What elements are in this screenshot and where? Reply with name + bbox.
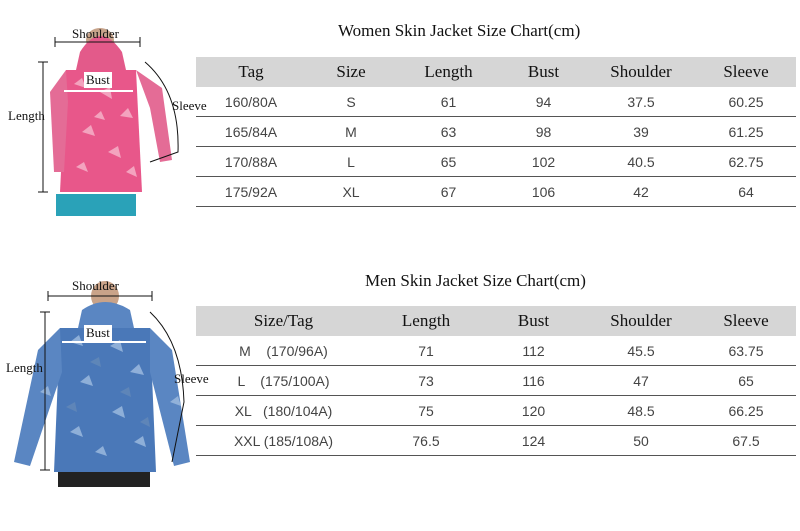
- table-cell: 63.75: [696, 336, 796, 366]
- column-header: Size: [336, 62, 366, 81]
- table-cell: 116: [481, 366, 586, 396]
- column-header: Length: [401, 311, 451, 330]
- table-cell: 106: [501, 177, 586, 207]
- table-header-row: [196, 306, 796, 336]
- table-cell: 175/92A: [196, 177, 306, 207]
- table-cell: 45.5: [586, 336, 696, 366]
- table-cell: 124: [481, 426, 586, 456]
- table-cell: L: [306, 147, 396, 177]
- women-chart-title: Women Skin Jacket Size Chart(cm): [338, 21, 581, 40]
- column-header: Length: [424, 62, 473, 81]
- table-cell: 64: [696, 177, 796, 207]
- table-row: [196, 177, 796, 207]
- table-row: [196, 426, 796, 456]
- table-cell: 63: [396, 117, 501, 147]
- table-cell: 48.5: [586, 396, 696, 426]
- table-cell: 61.25: [696, 117, 796, 147]
- table-cell: 120: [481, 396, 586, 426]
- column-header: Sleeve: [723, 311, 769, 330]
- table-cell: 65: [396, 147, 501, 177]
- table-cell: 73: [371, 366, 481, 396]
- table-header-row: [196, 57, 796, 87]
- table-cell: 76.5: [371, 426, 481, 456]
- table-row: [196, 117, 796, 147]
- table-cell: 50: [586, 426, 696, 456]
- table-cell: M: [306, 117, 396, 147]
- table-cell: 71: [371, 336, 481, 366]
- table-row: [196, 366, 796, 396]
- table-cell: 65: [696, 366, 796, 396]
- table-cell: XL (180/104A): [196, 396, 371, 426]
- table-cell: 66.25: [696, 396, 796, 426]
- column-header: Size/Tag: [253, 311, 314, 330]
- women-jacket-figure: [0, 22, 215, 222]
- table-cell: S: [306, 87, 396, 117]
- table-cell: 47: [586, 366, 696, 396]
- table-cell: 37.5: [586, 87, 696, 117]
- table-cell: 40.5: [586, 147, 696, 177]
- table-cell: 67.5: [696, 426, 796, 456]
- column-header: Shoulder: [610, 62, 672, 81]
- column-header: Sleeve: [723, 62, 769, 81]
- table-cell: 94: [501, 87, 586, 117]
- table-cell: 62.75: [696, 147, 796, 177]
- table-cell: 170/88A: [196, 147, 306, 177]
- table-cell: M (170/96A): [196, 336, 371, 366]
- table-cell: 39: [586, 117, 696, 147]
- table-row: [196, 87, 796, 117]
- men-size-table: [196, 306, 796, 456]
- length-label: Length: [6, 360, 43, 375]
- table-cell: 42: [586, 177, 696, 207]
- sleeve-label: Sleeve: [174, 371, 209, 386]
- table-row: [196, 147, 796, 177]
- bust-label: Bust: [86, 72, 110, 87]
- table-cell: 61: [396, 87, 501, 117]
- table-cell: L (175/100A): [196, 366, 371, 396]
- table-row: [196, 396, 796, 426]
- men-chart-title: Men Skin Jacket Size Chart(cm): [365, 271, 586, 290]
- table-cell: 60.25: [696, 87, 796, 117]
- table-cell: 102: [501, 147, 586, 177]
- column-header: Tag: [238, 62, 264, 81]
- table-cell: 67: [396, 177, 501, 207]
- table-cell: 165/84A: [196, 117, 306, 147]
- table-cell: 160/80A: [196, 87, 306, 117]
- shoulder-label: Shoulder: [72, 278, 119, 293]
- table-row: [196, 336, 796, 366]
- sleeve-label: Sleeve: [172, 98, 207, 113]
- table-cell: XL: [306, 177, 396, 207]
- table-cell: 75: [371, 396, 481, 426]
- column-header: Bust: [527, 62, 560, 81]
- shoulder-label: Shoulder: [72, 26, 119, 41]
- table-cell: XXL (185/108A): [196, 426, 371, 456]
- women-size-table: [196, 57, 796, 207]
- men-size-section: [0, 262, 800, 531]
- bust-label: Bust: [86, 325, 110, 340]
- women-size-section: [0, 0, 800, 230]
- column-header: Shoulder: [610, 311, 672, 330]
- table-cell: 98: [501, 117, 586, 147]
- length-label: Length: [8, 108, 45, 123]
- table-cell: 112: [481, 336, 586, 366]
- men-jacket-figure: [0, 272, 215, 487]
- column-header: Bust: [517, 311, 550, 330]
